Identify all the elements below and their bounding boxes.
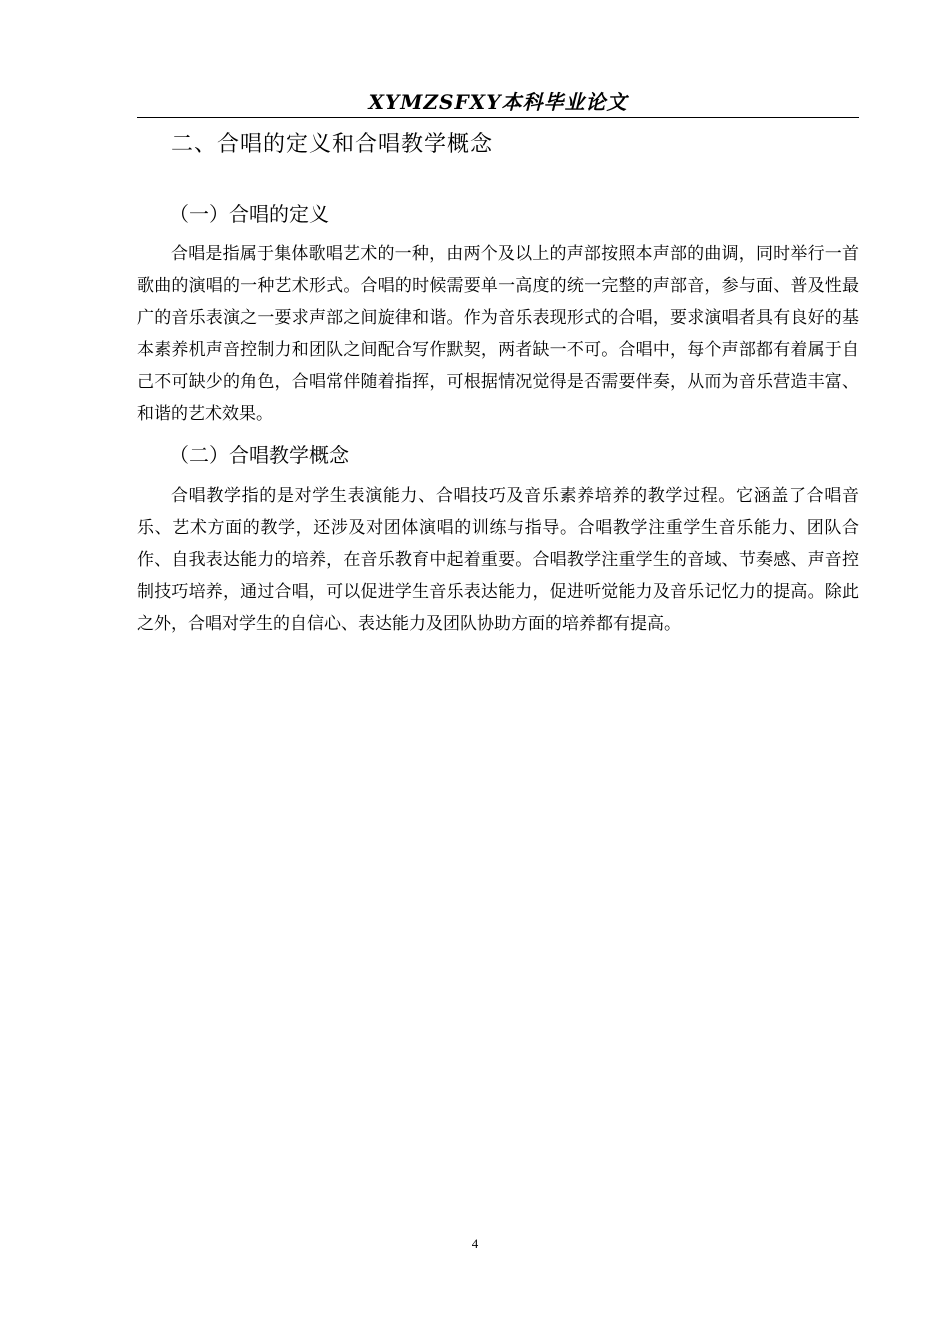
- header-title: XYMZSFXY本科毕业论文: [368, 90, 628, 114]
- paragraph-definition: 合唱是指属于集体歌唱艺术的一种，由两个及以上的声部按照本声部的曲调，同时举行一首歌曲的演唱的一种艺术形式。合唱的时候需要单一高度的统一完整的声部音，参与面、普及性最广的音乐表演之一要求声部之间旋律和谐。作为音乐表现形式的合唱，要求演唱者具有良好的基本素养机声音控制力和团队之间配合写作默契，两者缺一不可。合唱中，每个声部都有着属于自己不可缺少的角色，合唱常伴随着指挥，可根据情况觉得是否需要伴奏，从而为音乐营造丰富、和谐的艺术效果。: [137, 244, 859, 424]
- subsection-heading-teaching: （二）合唱教学概念: [169, 443, 349, 467]
- page-number: 4: [471, 1236, 479, 1251]
- paragraph-teaching: 合唱教学指的是对学生表演能力、合唱技巧及音乐素养培养的教学过程。它涵盖了合唱音乐、艺术方面的教学，还涉及对团体演唱的训练与指导。合唱教学注重学生音乐能力、团队合作、自我表达能力的培养，在音乐教育中起着重要。合唱教学注重学生的音域、节奏感、声音控制技巧培养，通过合唱，可以促进学生音乐表达能力，促进听觉能力及音乐记忆力的提高。除此之外，合唱对学生的自信心、表达能力及团队协助方面的培养都有提高。: [137, 486, 859, 634]
- section-heading: 二、合唱的定义和合唱教学概念: [171, 132, 494, 157]
- subsection-heading-definition: （一）合唱的定义: [169, 202, 329, 226]
- header-rule: [137, 117, 859, 118]
